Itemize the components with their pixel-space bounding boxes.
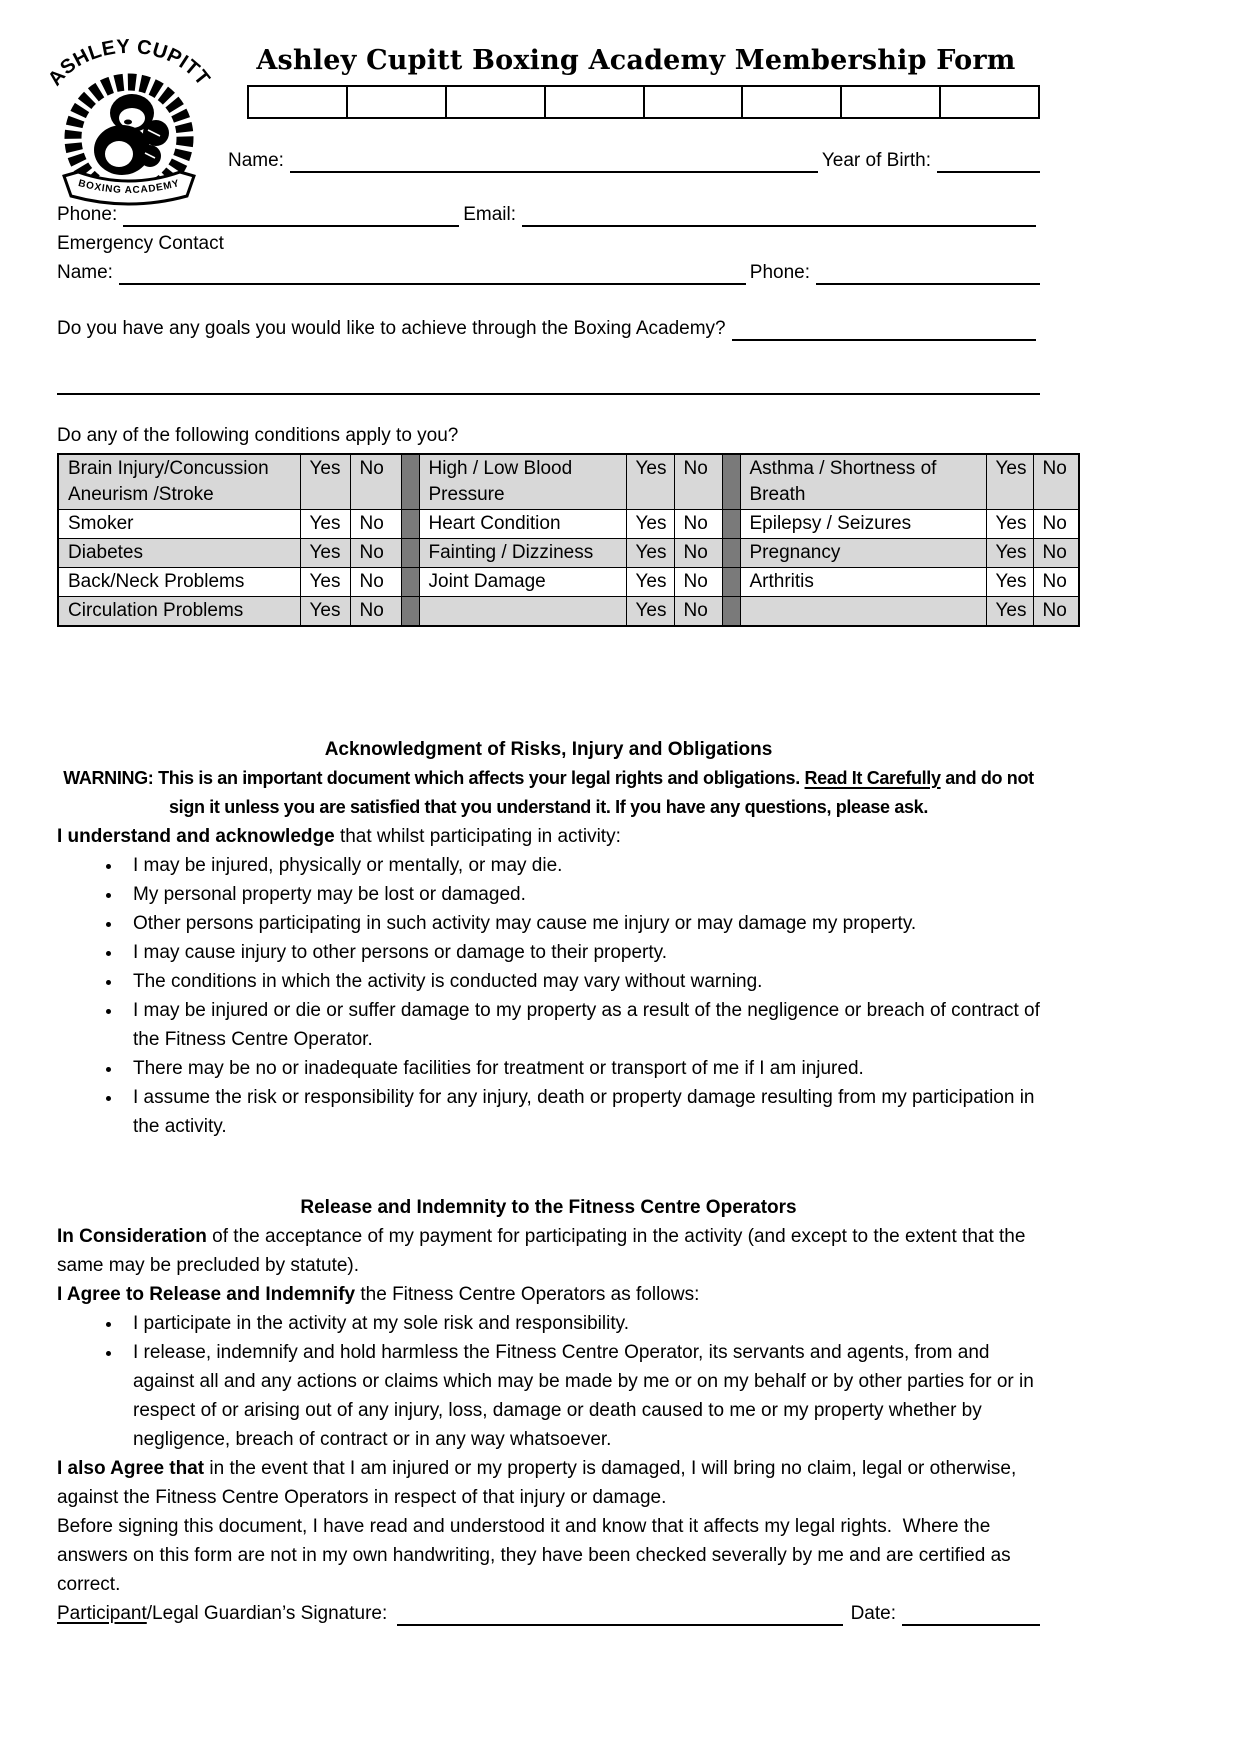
emergency-name-blank[interactable] (119, 259, 746, 285)
list-item: • My personal property may be lost or damaged. (123, 880, 1040, 909)
name-blank[interactable] (290, 147, 818, 173)
yes-cell[interactable]: Yes (986, 510, 1033, 539)
table-row (58, 597, 1079, 627)
yes-cell[interactable]: Yes (626, 454, 674, 510)
page-title: Ashley Cupitt Boxing Academy Membership Form (256, 45, 1016, 76)
emergency-phone-blank[interactable] (816, 259, 1040, 285)
table-separator (722, 454, 740, 510)
condition-label: Epilepsy / Seizures (740, 510, 986, 539)
grid-cell[interactable] (348, 87, 447, 117)
no-cell[interactable]: No (1033, 510, 1079, 539)
goals-question: Do you have any goals you would like to achieve through the Boxing Academy? (57, 318, 726, 339)
goals-continuation-row (57, 371, 1040, 397)
yes-cell[interactable]: Yes (626, 568, 674, 597)
condition-label: High / Low Blood Pressure (419, 454, 626, 510)
table-row (58, 568, 1079, 597)
table-separator (401, 454, 419, 510)
no-cell[interactable]: No (350, 539, 401, 568)
agree-rest: the Fitness Centre Operators as follows: (355, 1284, 700, 1305)
no-cell[interactable]: No (674, 539, 722, 568)
table-separator (401, 510, 419, 539)
consideration-bold: In Consideration (57, 1226, 207, 1247)
condition-label (419, 597, 626, 627)
grid-cell[interactable] (249, 87, 348, 117)
also-agree-paragraph (57, 1454, 1040, 1512)
no-cell[interactable]: No (350, 510, 401, 539)
no-cell[interactable]: No (350, 597, 401, 627)
grid-cell[interactable] (645, 87, 744, 117)
email-blank[interactable] (522, 201, 1036, 227)
list-item: • I assume the risk or responsibility for any injury, death or property damage resulting from my participation in the activity. (123, 1083, 1040, 1141)
no-cell[interactable]: No (1033, 454, 1079, 510)
name-row (228, 146, 1040, 175)
conditions-question: Do any of the following conditions apply to you? (57, 425, 459, 446)
warning-paragraph (57, 764, 1040, 822)
yob-blank[interactable] (937, 147, 1040, 173)
warning-prefix: WARNING: This is an important document which affects your legal rights and obligations. (63, 768, 805, 788)
signature-row (57, 1599, 1040, 1628)
condition-label: Smoker (58, 510, 300, 539)
condition-label: Heart Condition (419, 510, 626, 539)
condition-label: Pregnancy (740, 539, 986, 568)
yes-cell[interactable]: Yes (300, 568, 350, 597)
yes-cell[interactable]: Yes (300, 597, 350, 627)
agree-bold: I Agree to Release and Indemnify (57, 1284, 356, 1305)
signature-participant: Participant (57, 1603, 147, 1624)
email-label: Email: (463, 204, 517, 225)
also-agree-bold: I also Agree that (57, 1458, 205, 1479)
date-blank[interactable] (902, 1600, 1040, 1626)
yes-cell[interactable]: Yes (300, 539, 350, 568)
list-item: • There may be no or inadequate facilities for treatment or transport of me if I am injured. (123, 1054, 1040, 1083)
yes-cell[interactable]: Yes (626, 510, 674, 539)
grid-cell[interactable] (743, 87, 842, 117)
signature-label (57, 1599, 387, 1628)
signature-label-rest: /Legal Guardian’s Signature: (146, 1603, 388, 1624)
yes-cell[interactable]: Yes (986, 597, 1033, 627)
yes-cell[interactable]: Yes (626, 539, 674, 568)
consideration-paragraph (57, 1222, 1040, 1280)
acknowledgment-intro-bold: I understand and acknowledge (57, 826, 335, 847)
boxing-academy-logo (44, 38, 214, 206)
table-separator (401, 597, 419, 627)
conditions-table (57, 453, 1080, 627)
list-item: • I may cause injury to other persons or damage to their property. (123, 938, 1040, 967)
yob-label: Year of Birth: (821, 150, 931, 171)
table-separator (722, 510, 740, 539)
table-row (58, 454, 1079, 510)
table-row (58, 510, 1079, 539)
no-cell[interactable]: No (674, 510, 722, 539)
table-separator (722, 539, 740, 568)
acknowledgment-intro-rest: that whilst participating in activity: (334, 826, 621, 847)
emergency-name-row (57, 258, 1040, 287)
phone-label: Phone: (57, 204, 118, 225)
condition-label: Joint Damage (419, 568, 626, 597)
emergency-phone-label: Phone: (749, 262, 810, 283)
goals-blank[interactable] (732, 315, 1036, 341)
table-separator (722, 597, 740, 627)
grid-cell[interactable] (941, 87, 1038, 117)
yes-cell[interactable]: Yes (986, 568, 1033, 597)
no-cell[interactable]: No (1033, 597, 1079, 627)
table-row (58, 539, 1079, 568)
yes-cell[interactable]: Yes (986, 539, 1033, 568)
list-item: • Other persons participating in such activity may cause me injury or may damage my property. (123, 909, 1040, 938)
no-cell[interactable]: No (1033, 568, 1079, 597)
member-id-grid (247, 85, 1040, 119)
no-cell[interactable]: No (350, 454, 401, 510)
signature-blank[interactable] (397, 1600, 842, 1626)
no-cell[interactable]: No (350, 568, 401, 597)
goals-row (57, 314, 1040, 343)
agree-paragraph (57, 1280, 1040, 1309)
table-separator (401, 568, 419, 597)
release-heading: Release and Indemnity to the Fitness Centre Operators (300, 1197, 797, 1218)
list-item: • The conditions in which the activity is conducted may vary without warning. (123, 967, 1040, 996)
emergency-contact-heading: Emergency Contact (57, 233, 224, 254)
condition-label: Diabetes (58, 539, 300, 568)
list-item: • I may be injured or die or suffer damage to my property as a result of the negligence or breach of contract of the Fitness Centre Operator. (123, 996, 1040, 1054)
list-item: • I may be injured, physically or mentally, or may die. (123, 851, 1040, 880)
goals-blank-line2[interactable] (57, 369, 1040, 395)
name-label: Name: (228, 150, 284, 171)
consideration-rest: of the acceptance of my payment for participating in the activity (and except to the extent that the same may be precluded by statute). (57, 1226, 1026, 1276)
grid-cell[interactable] (546, 87, 645, 117)
no-cell[interactable]: No (674, 454, 722, 510)
acknowledgment-heading: Acknowledgment of Risks, Injury and Obligations (324, 739, 773, 760)
acknowledgment-bullets (57, 851, 1040, 1141)
yes-cell[interactable]: Yes (300, 454, 350, 510)
logo-arc-text: ASHLEY CUPITT (44, 38, 214, 91)
condition-label: Arthritis (740, 568, 986, 597)
no-cell[interactable]: No (1033, 539, 1079, 568)
grid-cell[interactable] (447, 87, 546, 117)
before-signing-paragraph: Before signing this document, I have read and understood it and know that it affects my legal rights. Where the answers on this form are not in my own handwriting, they have been checked severally by me and are certified as correct. (57, 1516, 1011, 1595)
condition-label: Asthma / Shortness of Breath (740, 454, 986, 510)
condition-label: Fainting / Dizziness (419, 539, 626, 568)
emergency-name-label: Name: (57, 262, 113, 283)
table-separator (722, 568, 740, 597)
condition-label: Brain Injury/Concussion Aneurism /Stroke (58, 454, 300, 510)
yes-cell[interactable]: Yes (986, 454, 1033, 510)
date-label: Date: (850, 1603, 896, 1624)
warning-underlined: Read It Carefully (804, 768, 941, 788)
list-item: • I release, indemnify and hold harmless the Fitness Centre Operator, its servants and agents, from and against all and any actions or claims which may be made by me or on my behalf or by other parties for or in respect of or arising out of any injury, loss, damage or death caused to me or my property whether by negligence, breach of contract or in any way whatsoever. (123, 1338, 1040, 1454)
yes-cell[interactable]: Yes (626, 597, 674, 627)
release-bullets (57, 1309, 1040, 1454)
warning-suffix: and do not sign it unless you are satisfied that you understand it. If you have any questions, please ask. (169, 768, 1034, 817)
condition-label: Back/Neck Problems (58, 568, 300, 597)
condition-label: Circulation Problems (58, 597, 300, 627)
no-cell[interactable]: No (674, 597, 722, 627)
acknowledgment-intro (57, 822, 1040, 851)
condition-label (740, 597, 986, 627)
grid-cell[interactable] (842, 87, 941, 117)
yes-cell[interactable]: Yes (300, 510, 350, 539)
banner-text: BOXING ACADEMY (77, 178, 181, 197)
table-separator (401, 539, 419, 568)
list-item: • I participate in the activity at my sole risk and responsibility. (123, 1309, 1040, 1338)
also-agree-rest: in the event that I am injured or my property is damaged, I will bring no claim, legal or otherwise, against the Fitness Centre Operators in respect of that injury or damage. (57, 1458, 1017, 1508)
no-cell[interactable]: No (674, 568, 722, 597)
